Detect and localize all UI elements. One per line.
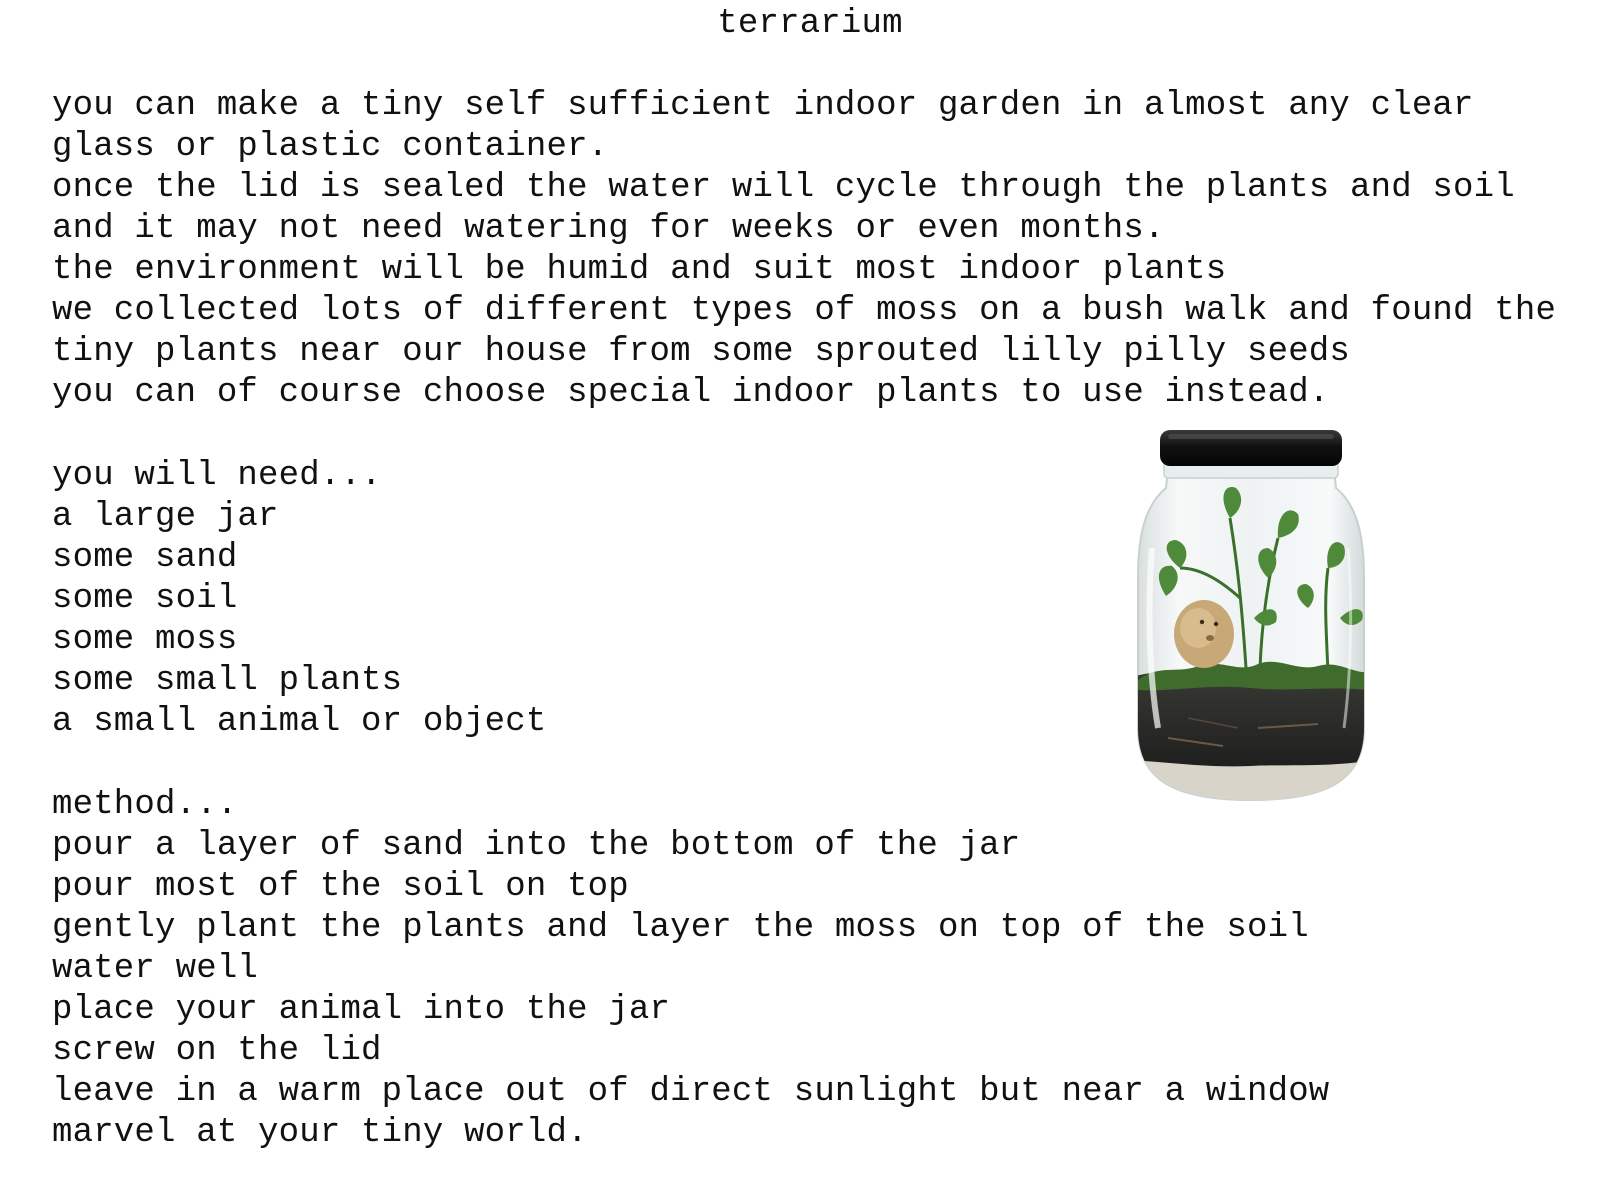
method-step: screw on the lid [52,1032,382,1070]
document-title: terrarium [717,5,903,43]
materials-item: some moss [52,621,238,659]
method-step: gently plant the plants and layer the moss on top of the soil [52,909,1309,947]
intro-line: glass or plastic container. [52,128,609,166]
materials-item: some sand [52,539,238,577]
method-heading: method... [52,786,238,824]
intro-paragraph [52,86,1556,414]
intro-line: you can make a tiny self sufficient indoor garden in almost any clear [52,87,1474,125]
method-step: water well [52,950,259,988]
materials-item: a large jar [52,498,279,536]
method-step: marvel at your tiny world. [52,1114,588,1152]
intro-line: we collected lots of different types of moss on a bush walk and found the [52,292,1557,330]
intro-line: tiny plants near our house from some sprouted lilly pilly seeds [52,333,1351,371]
materials-item: a small animal or object [52,703,547,741]
intro-line: you can of course choose special indoor plants to use instead. [52,374,1330,412]
method-step: leave in a warm place out of direct sunlight but near a window [52,1073,1330,1111]
materials-heading: you will need... [52,457,382,495]
animal-figurine [1174,600,1234,668]
intro-line: once the lid is sealed the water will cycle through the plants and soil [52,169,1515,207]
method-step: pour most of the soil on top [52,868,629,906]
method-list [52,785,1329,1154]
materials-item: some small plants [52,662,403,700]
materials-item: some soil [52,580,238,618]
method-step: pour a layer of sand into the bottom of the jar [52,827,1021,865]
intro-line: the environment will be humid and suit most indoor plants [52,251,1227,289]
method-step: place your animal into the jar [52,991,671,1029]
materials-list [52,456,546,743]
intro-line: and it may not need watering for weeks or even months. [52,210,1165,248]
terrarium-jar-photo [1128,428,1374,808]
